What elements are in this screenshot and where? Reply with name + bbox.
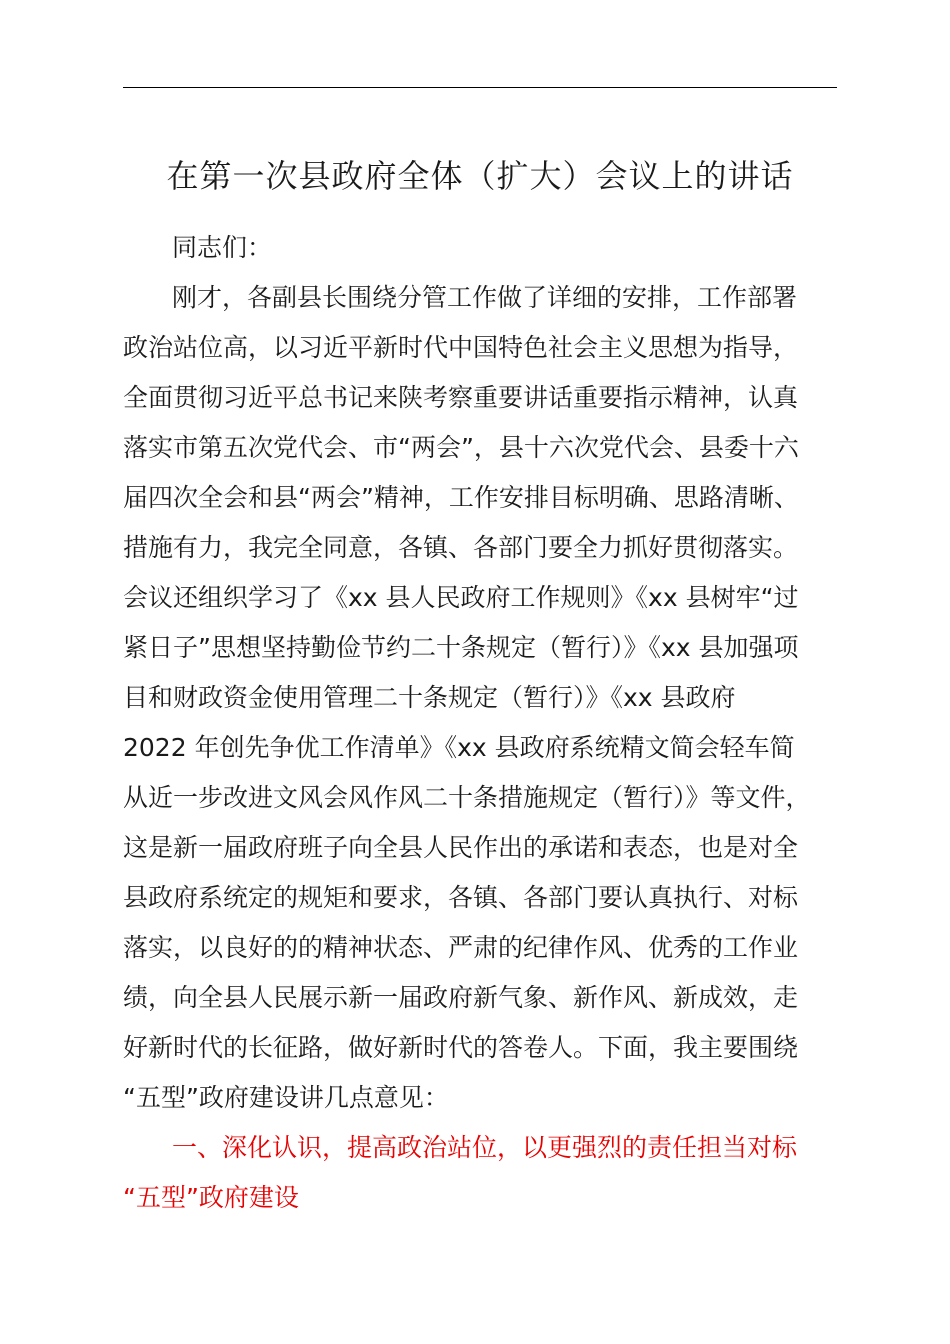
body-line-8: 紧日子”思想坚持勤俭节约二十条规定（暂行）》《xx 县加强项 — [123, 633, 799, 662]
salutation: 同志们： — [172, 233, 273, 262]
body-line-13: 县政府系统定的规矩和要求，各镇、各部门要认真执行、对标 — [123, 883, 799, 912]
body-line-2: 政治站位高，以习近平新时代中国特色社会主义思想为指导， — [123, 333, 799, 362]
body-line-4: 落实市第五次党代会、市“两会”，县十六次党代会、县委十六 — [123, 433, 799, 462]
document-title: 在第一次县政府全体（扩大）会议上的讲话 — [166, 157, 794, 195]
body-line-14: 落实，以良好的的精神状态、严肃的纪律作风、优秀的工作业 — [123, 933, 799, 962]
body-line-12: 这是新一届政府班子向全县人民作出的承诺和表态，也是对全 — [123, 833, 799, 862]
body-line-1: 刚才，各副县长围绕分管工作做了详细的安排，工作部署 — [172, 283, 798, 312]
body-line-9: 目和财政资金使用管理二十条规定（暂行）》《xx 县政府 — [123, 683, 736, 712]
body-line-17: “五型”政府建设讲几点意见： — [123, 1083, 449, 1112]
body-line-6: 措施有力，我完全同意，各镇、各部门要全力抓好贯彻落实。 — [123, 533, 799, 562]
body-line-10: 2022 年创先争优工作清单》《xx 县政府系统精文简会轻车简 — [123, 733, 795, 762]
body-line-16: 好新时代的长征路，做好新时代的答卷人。下面，我主要围绕 — [123, 1033, 799, 1062]
body-line-15: 绩，向全县人民展示新一届政府新气象、新作风、新成效，走 — [123, 983, 799, 1012]
body-line-11: 从近一步改进文风会风作风二十条措施规定（暂行）》等文件， — [123, 783, 811, 812]
body-line-5: 届四次全会和县“两会”精神，工作安排目标明确、思路清晰、 — [123, 483, 799, 512]
body-line-3: 全面贯彻习近平总书记来陕考察重要讲话重要指示精神，认真 — [123, 383, 799, 412]
section-heading-line-1: 一、深化认识，提高政治站位，以更强烈的责任担当对标 — [172, 1133, 798, 1162]
section-heading-line-2: “五型”政府建设 — [123, 1183, 299, 1212]
body-line-7: 会议还组织学习了《xx 县人民政府工作规则》《xx 县树牢“过 — [123, 583, 799, 612]
